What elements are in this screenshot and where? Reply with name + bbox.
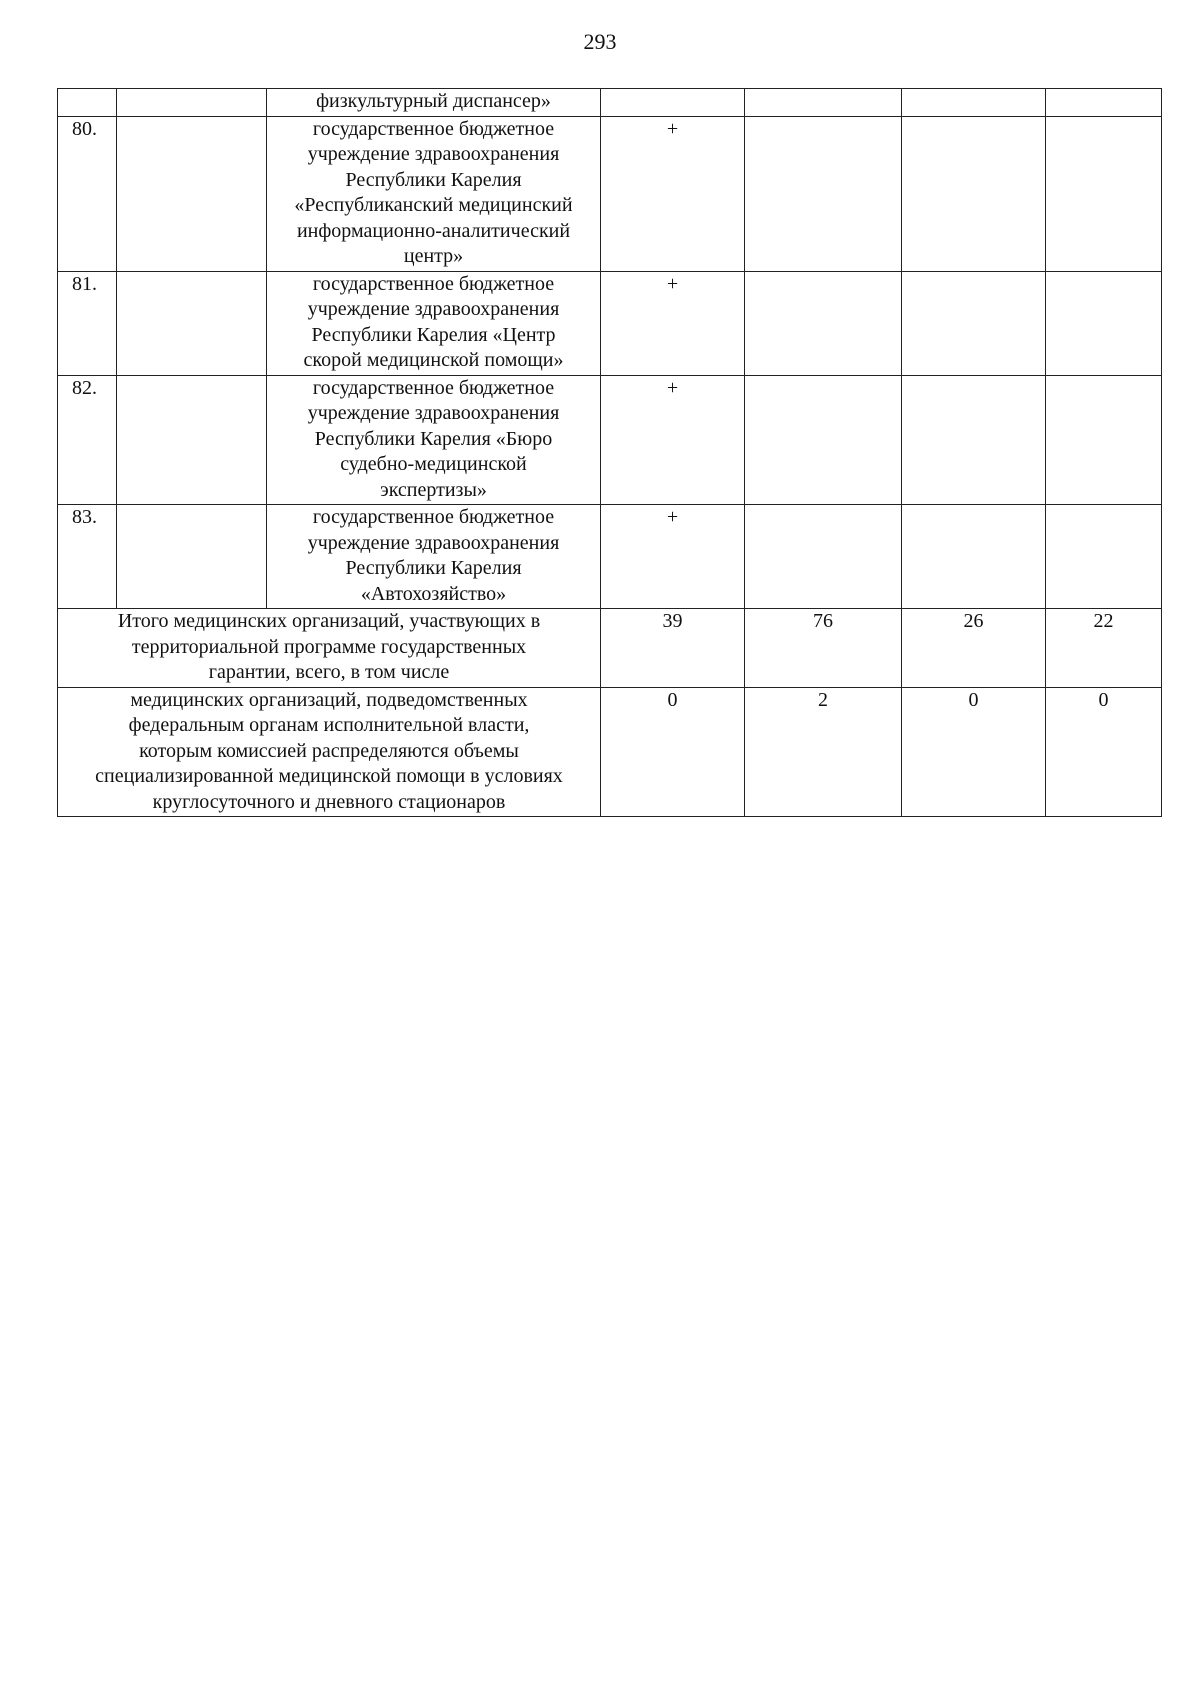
organization-name-line: учреждение здравоохранения [307, 402, 560, 424]
organization-name-cell [267, 89, 601, 117]
table-row [58, 505, 1162, 609]
value-cell-3 [902, 375, 1046, 505]
value-cell-2 [745, 89, 902, 117]
value-cell-4 [1046, 505, 1162, 609]
summary-label-cell [58, 609, 601, 688]
summary-label-line: которым комиссией распределяются объемы [139, 739, 519, 762]
value-cell-1: + [601, 375, 745, 505]
summary-label-line: медицинских организаций, подведомственных [130, 688, 528, 711]
organization-name-line: государственное бюджетное [312, 117, 555, 140]
summary-label-line: федеральным органам исполнительной власти, [128, 714, 530, 736]
value-cell-1: + [601, 271, 745, 375]
summary-label-line: Итого медицинских организаций, участвующих в [117, 610, 541, 632]
row-number-cell: 82. [58, 375, 117, 505]
value-cell-3 [902, 89, 1046, 117]
organization-name-cell [267, 271, 601, 375]
summary-value-cell-2: 76 [745, 609, 902, 688]
organization-name-cell [267, 505, 601, 609]
table-row [58, 375, 1162, 505]
row-number-cell [58, 89, 117, 117]
organization-name-line: физкультурный диспансер» [316, 90, 551, 112]
organization-name-line: Республики Карелия «Бюро [314, 427, 553, 450]
page-number: 293 [583, 29, 617, 54]
summary-label-line: территориальной программе государственных [131, 635, 527, 658]
summary-row-total [58, 609, 1162, 688]
value-cell-2 [745, 271, 902, 375]
value-cell-1: + [601, 116, 745, 271]
value-cell-1 [601, 89, 745, 117]
summary-label-line: круглосуточного и дневного стационаров [152, 790, 506, 813]
organization-name-line: Республики Карелия [345, 557, 522, 579]
row-empty-cell [117, 375, 267, 505]
row-number-cell: 83. [58, 505, 117, 609]
organization-name-line: Республики Карелия [345, 168, 522, 191]
summary-value-cell-2: 2 [745, 687, 902, 817]
organization-name-line: учреждение здравоохранения [307, 531, 560, 554]
summary-value-cell-1: 39 [601, 609, 745, 688]
summary-value-cell-4: 0 [1046, 687, 1162, 817]
organization-name-line: экспертизы» [380, 478, 487, 501]
organization-name-line: информационно-аналитический [296, 219, 571, 242]
organization-name-line: Республики Карелия «Центр [311, 323, 556, 346]
summary-value-cell-1: 0 [601, 687, 745, 817]
organization-name-line: государственное бюджетное [312, 272, 555, 295]
organization-name-line: учреждение здравоохранения [307, 143, 560, 165]
row-number-cell: 81. [58, 271, 117, 375]
organization-name-line: «Республиканский медицинский [294, 194, 573, 216]
value-cell-2 [745, 116, 902, 271]
organization-name-line: учреждение здравоохранения [307, 298, 560, 320]
value-cell-2 [745, 375, 902, 505]
organization-name-line: скорой медицинской помощи» [303, 349, 564, 371]
value-cell-4 [1046, 89, 1162, 117]
organization-name-line: государственное бюджетное [312, 376, 555, 399]
value-cell-4 [1046, 116, 1162, 271]
summary-label-cell [58, 687, 601, 817]
value-cell-3 [902, 116, 1046, 271]
organization-name-cell [267, 116, 601, 271]
table-row [58, 89, 1162, 117]
value-cell-3 [902, 505, 1046, 609]
summary-label-line: гарантии, всего, в том числе [208, 661, 450, 683]
table-row [58, 271, 1162, 375]
summary-value-cell-4: 22 [1046, 609, 1162, 688]
organization-name-line: судебно-медицинской [340, 453, 527, 475]
organization-name-line: центр» [403, 245, 464, 267]
row-empty-cell [117, 89, 267, 117]
summary-row-federal [58, 687, 1162, 817]
organization-name-cell [267, 375, 601, 505]
summary-value-cell-3: 26 [902, 609, 1046, 688]
organization-name-line: государственное бюджетное [312, 506, 555, 528]
value-cell-4 [1046, 375, 1162, 505]
value-cell-1: + [601, 505, 745, 609]
row-number-cell: 80. [58, 116, 117, 271]
row-empty-cell [117, 505, 267, 609]
summary-label-line: специализированной медицинской помощи в условиях [95, 765, 563, 787]
table-row [58, 116, 1162, 271]
row-empty-cell [117, 116, 267, 271]
value-cell-2 [745, 505, 902, 609]
organizations-table [57, 88, 1162, 817]
value-cell-3 [902, 271, 1046, 375]
value-cell-4 [1046, 271, 1162, 375]
organization-name-line: «Автохозяйство» [360, 582, 507, 605]
summary-value-cell-3: 0 [902, 687, 1046, 817]
row-empty-cell [117, 271, 267, 375]
